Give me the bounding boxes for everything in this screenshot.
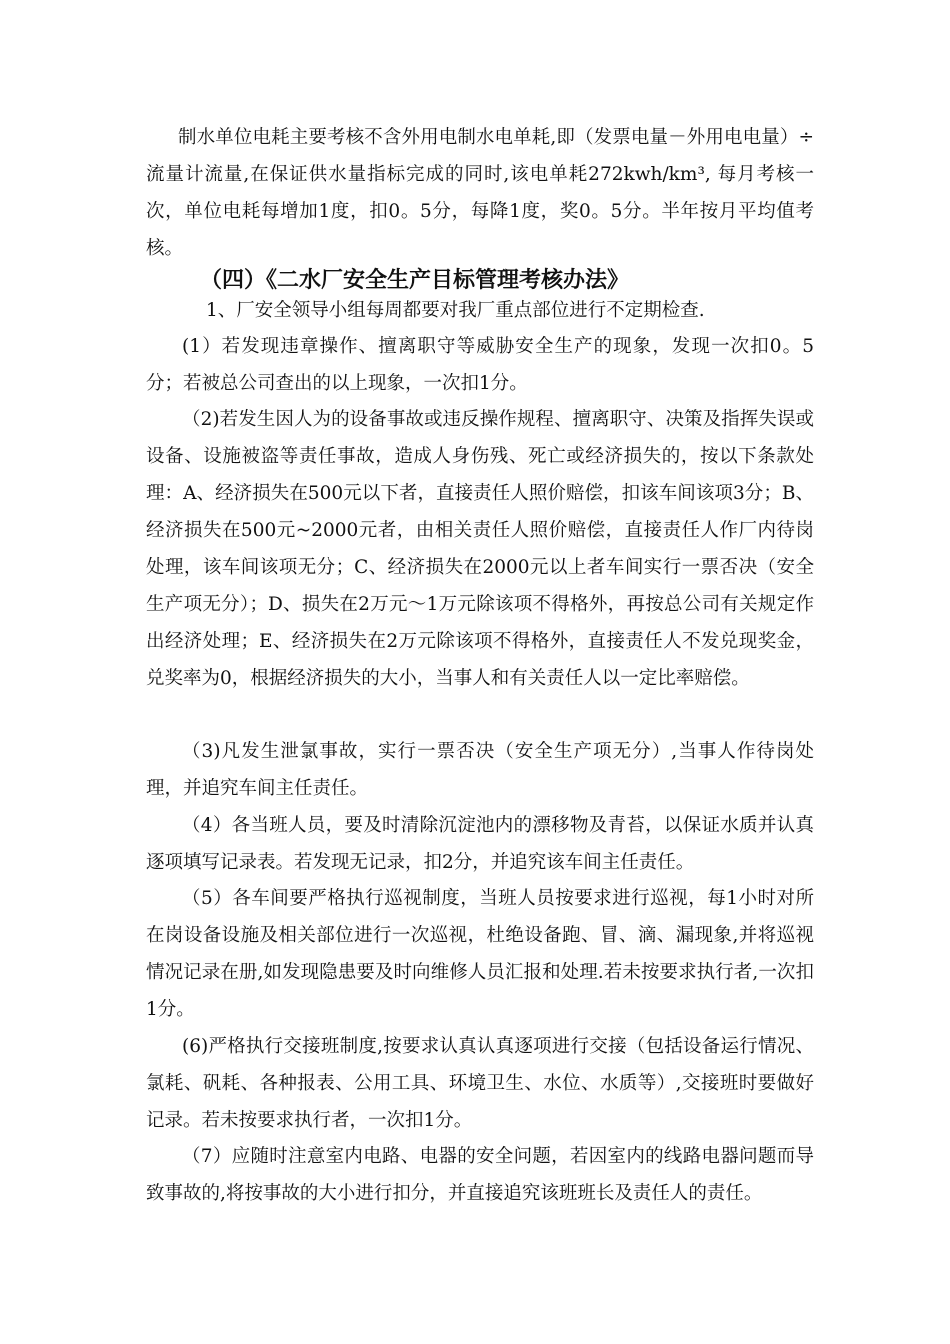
item-1-3-paragraph: （3)凡发生泄氯事故，实行一票否决（安全生产项无分）,当事人作待岗处理，并追究车间主任责任。	[146, 741, 814, 799]
item-1-5-paragraph: （5）各车间要严格执行巡视制度，当班人员按要求进行巡视，每1小时对所在岗设备设施及相关部位进行一次巡视，杜绝设备跑、冒、滴、漏现象,并将巡视情况记录在册,如发现隐患要及时向维修人员汇报和处理.若未按要求执行者,一次扣1分。	[146, 888, 814, 1020]
item-1-1-paragraph: (1）若发现违章操作、擅离职守等威胁安全生产的现象，发现一次扣0。5分；若被总公司查出的以上现象，一次扣1分。	[146, 336, 814, 394]
item-1-2-paragraph: （2)若发生因人为的设备事故或违反操作规程、擅离职守、决策及指挥失误或设备、设施被盗等责任事故，造成人身伤残、死亡或经济损失的，按以下条款处理：A、经济损失在500元以下者，直接责任人照价赔偿，扣该车间该项3分；B、经济损失在500元~2000元者，由相关责任人照价赔偿，直接责任人作厂内待岗处理，该车间该项无分；C、经济损失在2000元以上者车间实行一票否决（安全生产项无分）；D、损失在2万元～1万元除该项不得格外，再按总公司有关规定作出经济处理；E、经济损失在2万元除该项不得格外，直接责任人不发兑现奖金，兑奖率为0，根据经济损失的大小，当事人和有关责任人以一定比率赔偿。	[146, 409, 814, 689]
item-1-paragraph: 1、厂安全领导小组每周都要对我厂重点部位进行不定期检查.	[206, 300, 705, 321]
item-1-6-paragraph: (6)严格执行交接班制度,按要求认真认真逐项进行交接（包括设备运行情况、氯耗、矾耗、各种报表、公用工具、环境卫生、水位、水质等）,交接班时要做好记录。若未按要求执行者，一次扣1分。	[146, 1036, 814, 1131]
section-heading: （四）《二水厂安全生产目标管理考核办法》	[200, 268, 630, 293]
electricity-consumption-paragraph: 制水单位电耗主要考核不含外用电制水电单耗,即（发票电量－外用电电量）÷流量计流量,在保证供水量指标完成的同时,该电单耗272kwh/km³, 每月考核一次，单位电耗每增加1度，扣0。5分，每降1度，奖0。5分。半年按月平均值考核。	[146, 127, 814, 259]
item-1-4-paragraph: （4）各当班人员，要及时清除沉淀池内的漂移物及青苔，以保证水质并认真逐项填写记录表。若发现无记录，扣2分，并追究该车间主任责任。	[146, 815, 814, 873]
item-1-7-paragraph: （7）应随时注意室内电路、电器的安全问题，若因室内的线路电器问题而导致事故的,将按事故的大小进行扣分，并直接追究该班班长及责任人的责任。	[146, 1146, 814, 1204]
